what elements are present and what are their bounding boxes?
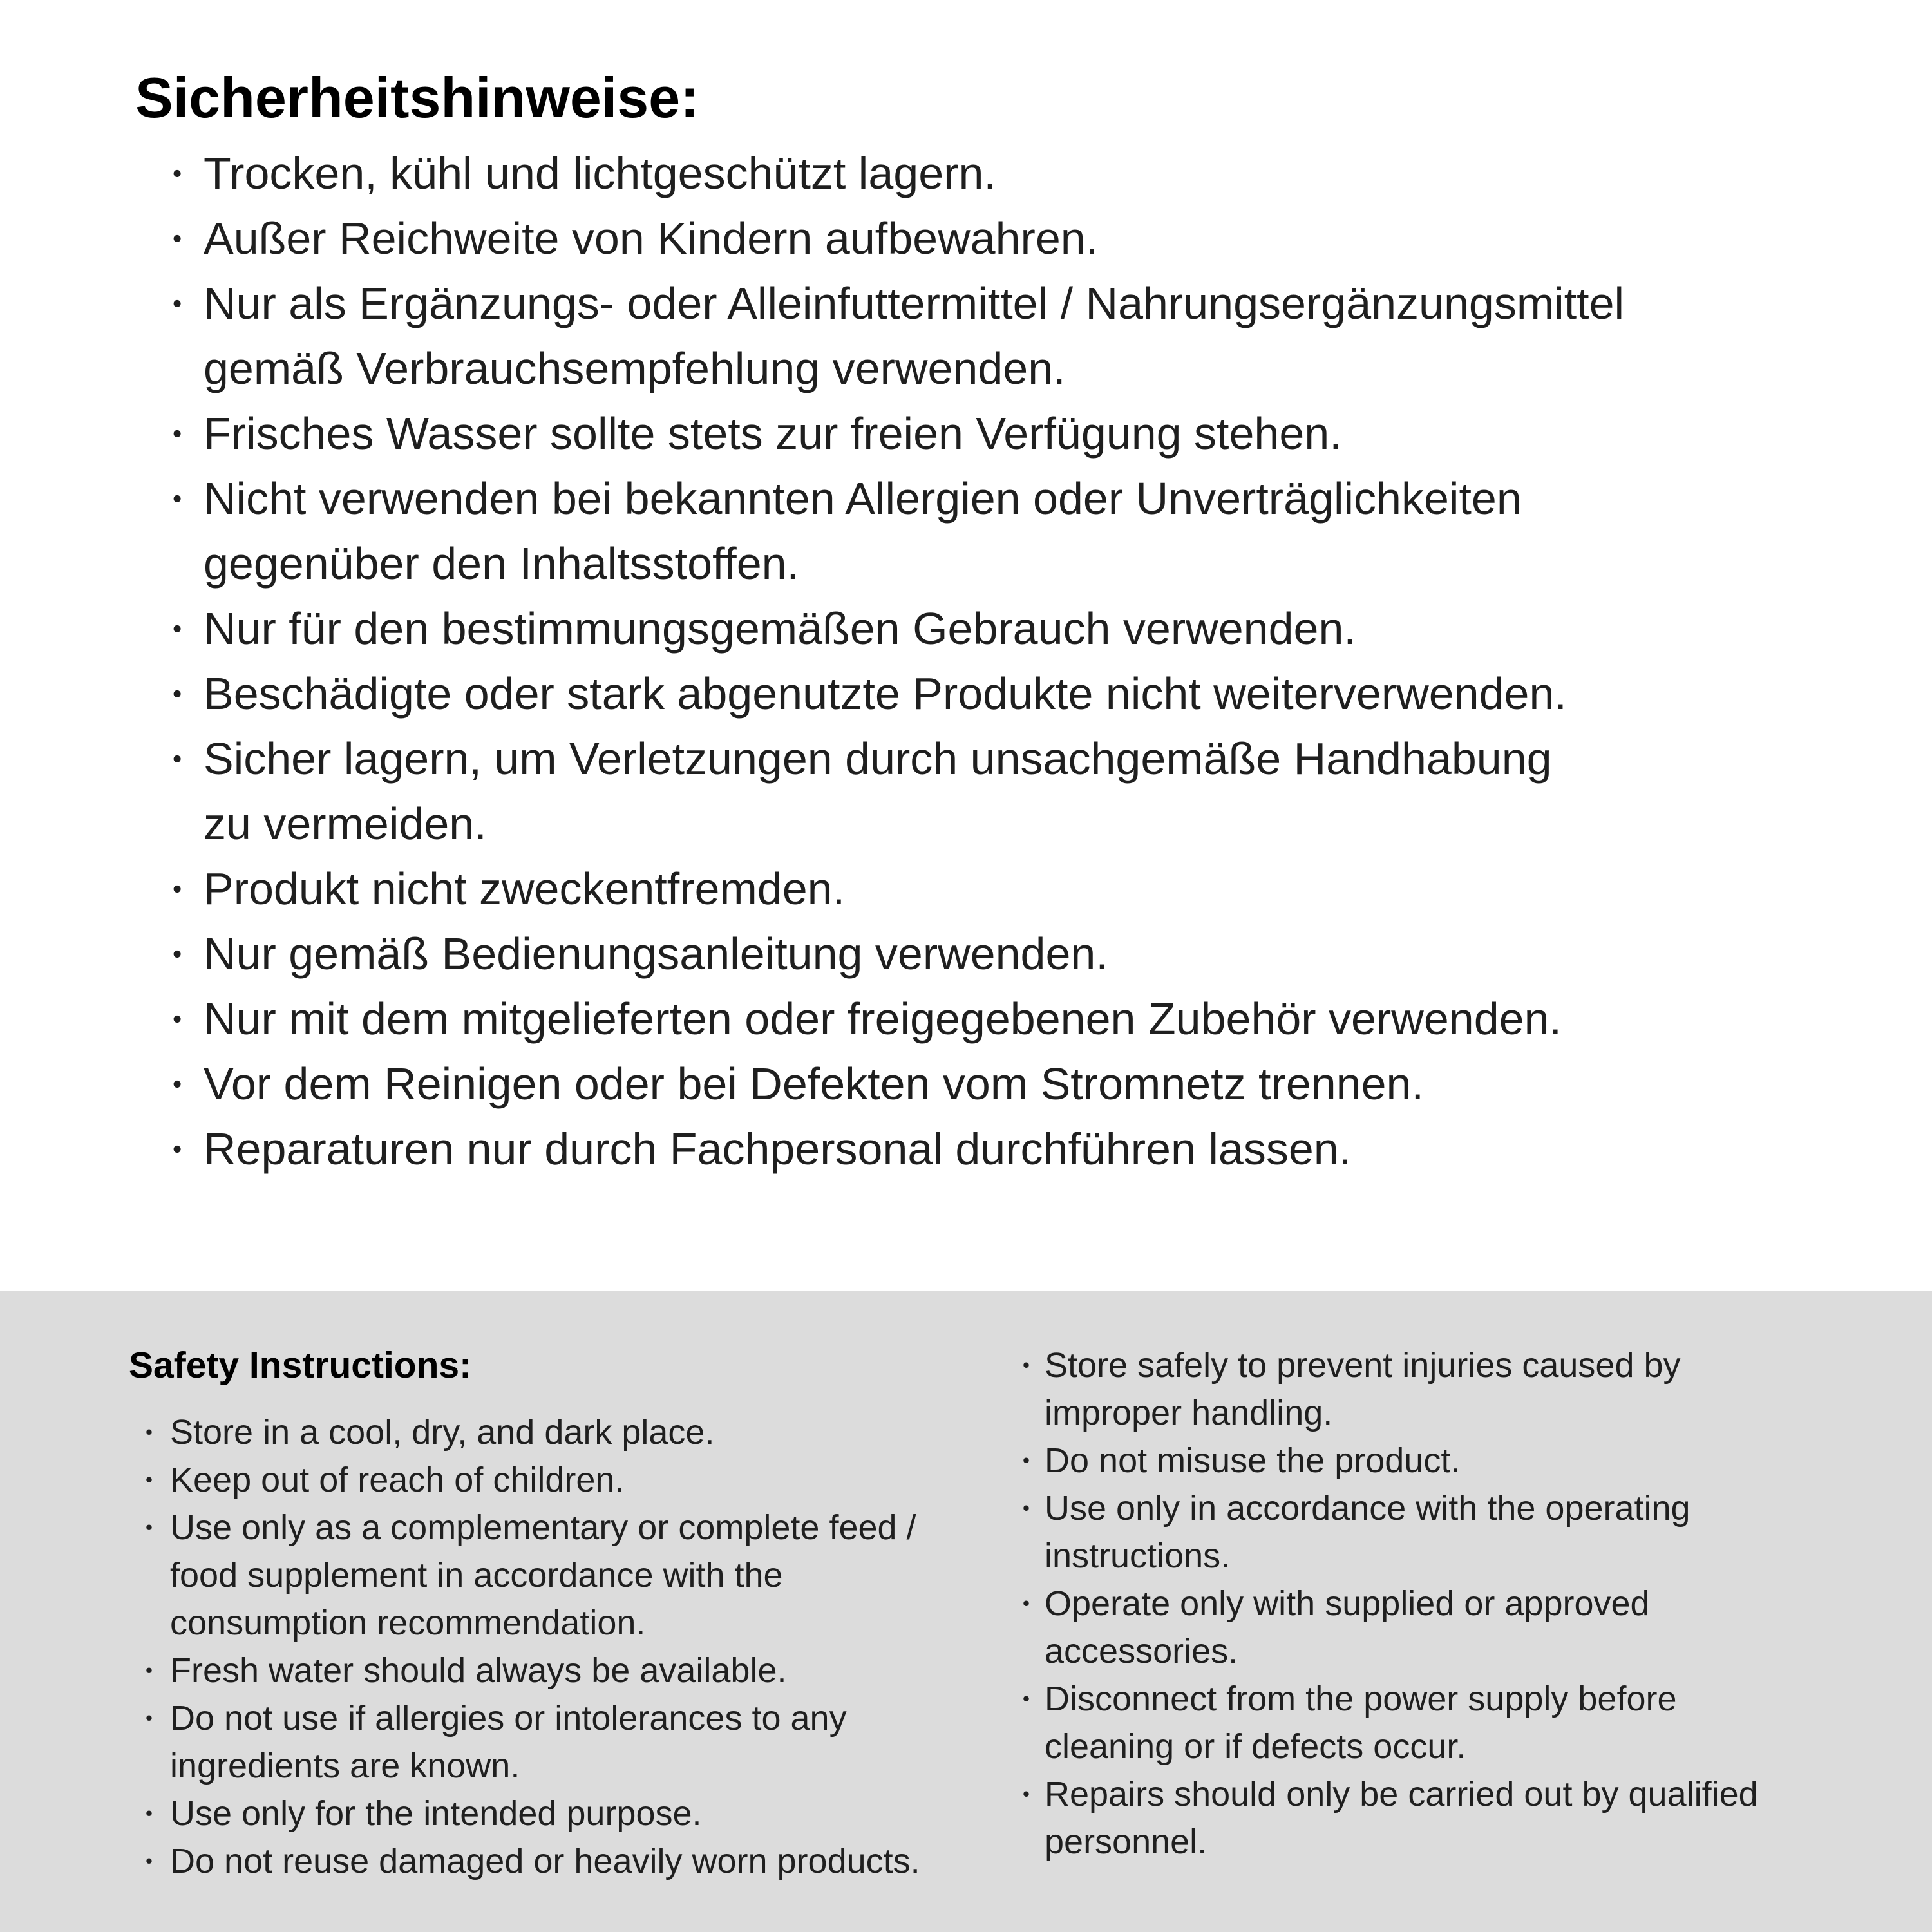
list-item-text: Vor dem Reinigen oder bei Defekten vom Stromnetz trennen. xyxy=(204,1059,1424,1109)
list-item-text: Nur als Ergänzungs- oder Alleinfuttermittel / Nahrungsergänzungsmittel gemäß Verbrauchsempfehlung verwenden. xyxy=(204,278,1625,393)
list-item-text: Keep out of reach of children. xyxy=(170,1461,625,1499)
bullet-icon: • xyxy=(173,223,182,253)
list-item-text: Disconnect from the power supply before cleaning or if defects occur. xyxy=(1045,1680,1677,1766)
bullet-icon: • xyxy=(1023,1687,1030,1710)
list-item xyxy=(173,206,1855,271)
list-item-text: Nicht verwenden bei bekannten Allergien oder Unverträglichkeiten gegenüber den Inhaltsstoffen. xyxy=(204,473,1522,589)
german-instruction-list xyxy=(135,141,1855,1182)
list-item-text: Reparaturen nur durch Fachpersonal durchführen lassen. xyxy=(204,1124,1352,1174)
list-item-text: Store in a cool, dry, and dark place. xyxy=(170,1413,715,1452)
list-item xyxy=(173,596,1855,661)
bullet-icon: • xyxy=(173,289,182,318)
list-item xyxy=(1023,1484,1900,1580)
bullet-icon: • xyxy=(146,1707,153,1729)
list-item-text: Nur für den bestimmungsgemäßen Gebrauch verwenden. xyxy=(204,603,1356,654)
list-item xyxy=(173,1052,1855,1117)
list-item-text: Frisches Wasser sollte stets zur freien Verfügung stehen. xyxy=(204,408,1342,459)
bullet-icon: • xyxy=(146,1850,153,1872)
bullet-icon: • xyxy=(173,679,182,708)
list-item xyxy=(1023,1580,1900,1675)
english-right-column xyxy=(1023,1341,1900,1932)
list-item-text: Use only as a complementary or complete feed / food supplement in accordance with the consumption recommendation. xyxy=(170,1508,916,1642)
english-left-column xyxy=(129,1341,1023,1932)
bullet-icon: • xyxy=(173,744,182,773)
list-item-text: Repairs should only be carried out by qualified personnel. xyxy=(1045,1775,1758,1861)
list-item-text: Use only for the intended purpose. xyxy=(170,1794,702,1833)
bullet-icon: • xyxy=(1023,1783,1030,1805)
list-item xyxy=(173,466,1855,596)
english-section xyxy=(0,1291,1932,1932)
bullet-icon: • xyxy=(146,1468,153,1491)
bullet-icon: • xyxy=(146,1516,153,1539)
bullet-icon: • xyxy=(146,1802,153,1824)
list-item xyxy=(173,401,1855,466)
bullet-icon: • xyxy=(173,419,182,448)
bullet-icon: • xyxy=(1023,1497,1030,1519)
list-item xyxy=(173,857,1855,922)
list-item-text: Nur gemäß Bedienungsanleitung verwenden. xyxy=(204,929,1108,979)
list-item xyxy=(173,726,1855,857)
list-item xyxy=(1023,1341,1900,1437)
list-item-text: Sicher lagern, um Verletzungen durch unsachgemäße Handhabung zu vermeiden. xyxy=(204,734,1552,849)
list-item xyxy=(146,1504,1023,1647)
list-item-text: Fresh water should always be available. xyxy=(170,1651,787,1690)
list-item xyxy=(173,1117,1855,1182)
list-item-text: Außer Reichweite von Kindern aufbewahren. xyxy=(204,213,1099,263)
list-item xyxy=(146,1837,1023,1885)
bullet-icon: • xyxy=(1023,1354,1030,1376)
bullet-icon: • xyxy=(146,1421,153,1443)
list-item-text: Use only in accordance with the operating instructions. xyxy=(1045,1489,1690,1575)
list-item-text: Operate only with supplied or approved accessories. xyxy=(1045,1584,1650,1671)
list-item xyxy=(1023,1675,1900,1770)
bullet-icon: • xyxy=(173,484,182,513)
list-item-text: Beschädigte oder stark abgenutzte Produkte nicht weiterverwenden. xyxy=(204,668,1567,719)
list-item xyxy=(146,1408,1023,1456)
bullet-icon: • xyxy=(1023,1449,1030,1472)
bullet-icon: • xyxy=(173,939,182,969)
bullet-icon: • xyxy=(146,1659,153,1681)
bullet-icon: • xyxy=(173,874,182,904)
list-item xyxy=(173,987,1855,1052)
list-item-text: Produkt nicht zweckentfremden. xyxy=(204,864,846,914)
list-item xyxy=(173,922,1855,987)
bullet-icon: • xyxy=(173,614,182,643)
list-item xyxy=(146,1647,1023,1694)
bullet-icon: • xyxy=(173,1004,182,1034)
list-item xyxy=(146,1694,1023,1790)
english-right-instruction-list xyxy=(1023,1341,1900,1866)
list-item-text: Store safely to prevent injuries caused by improper handling. xyxy=(1045,1346,1681,1432)
list-item xyxy=(173,661,1855,726)
list-item-text: Do not misuse the product. xyxy=(1045,1441,1461,1480)
bullet-icon: • xyxy=(173,1069,182,1099)
list-item xyxy=(146,1790,1023,1837)
bullet-icon: • xyxy=(1023,1592,1030,1615)
list-item-text: Do not reuse damaged or heavily worn products. xyxy=(170,1842,920,1880)
bullet-icon: • xyxy=(173,158,182,188)
bullet-icon: • xyxy=(173,1134,182,1164)
list-item-text: Nur mit dem mitgelieferten oder freigegebenen Zubehör verwenden. xyxy=(204,994,1562,1044)
list-item xyxy=(173,141,1855,206)
list-item-text: Trocken, kühl und lichtgeschützt lagern. xyxy=(204,148,996,198)
list-item xyxy=(173,271,1855,401)
english-section-title: Safety Instructions: xyxy=(129,1345,472,1386)
german-section-title: Sicherheitshinweise: xyxy=(135,66,699,129)
list-item xyxy=(1023,1437,1900,1484)
list-item xyxy=(146,1456,1023,1504)
list-item-text: Do not use if allergies or intolerances to any ingredients are known. xyxy=(170,1699,847,1785)
list-item xyxy=(1023,1770,1900,1866)
english-left-instruction-list xyxy=(146,1408,1023,1885)
